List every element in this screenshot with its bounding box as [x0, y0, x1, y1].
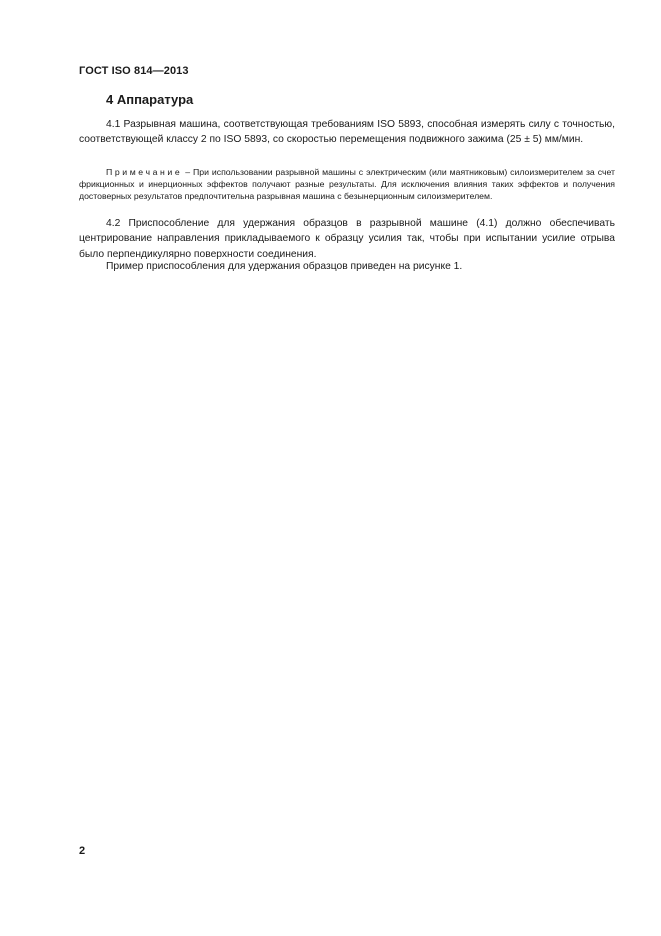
example-text: Пример приспособления для удержания образцов приведен на рисунке 1.: [106, 261, 463, 272]
paragraph-4-2: [79, 216, 615, 262]
paragraph-4-1: [79, 117, 615, 148]
note-block: [79, 166, 615, 203]
note-label: Примечание: [106, 167, 183, 177]
page-number: 2: [79, 845, 86, 857]
paragraph-4-2-text: 4.2 Приспособление для удержания образцов в разрывной машине (4.1) должно обеспечивать центрирование направления прикладываемого к образцу усилия так, чтобы при испытании усилие отрыва было перпендикулярно поверхности соединения.: [79, 218, 615, 260]
example-paragraph: [79, 259, 615, 274]
document-header: ГОСТ ISO 814—2013: [79, 65, 189, 77]
paragraph-4-1-text: 4.1 Разрывная машина, соответствующая требованиям ISO 5893, способная измерять силу с точностью, соответствующей классу 2 по ISO 5893, со скоростью перемещения подвижного зажима (25 ± 5) мм/мин.: [79, 119, 615, 146]
note-paragraph: [79, 166, 615, 203]
note-text: – При использовании разрывной машины с электрическим (или маятниковым) силоизмерителем за счет фрикционных и инерционных эффектов получают разные результаты. Для исключения влияния таких эффектов и получения достоверных результатов предпочтительна разрывная машина с безынерционным силоизмерителем.: [79, 167, 615, 202]
section-title: 4 Аппаратура: [106, 92, 194, 107]
